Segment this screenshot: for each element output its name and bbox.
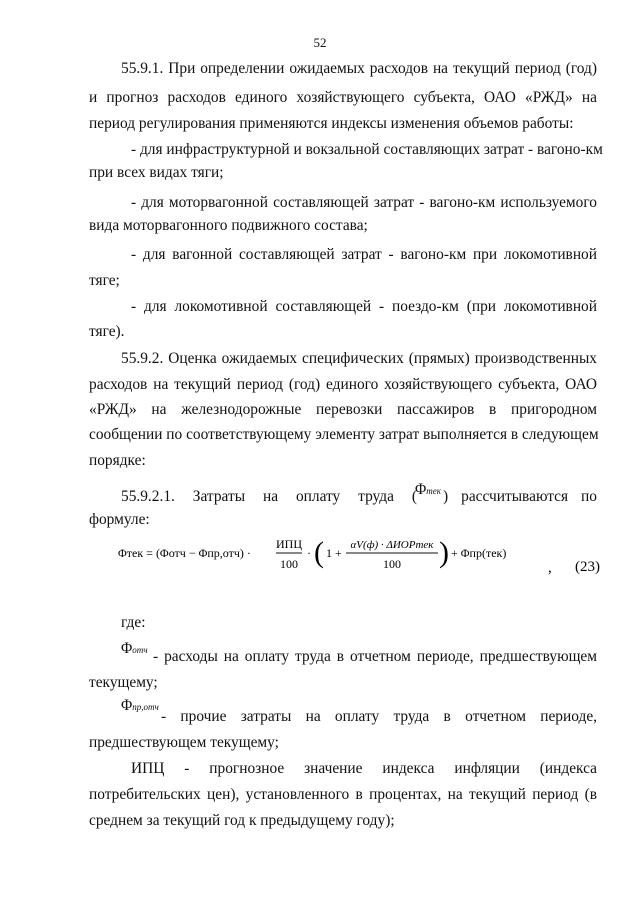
paragraph-line: 55.9.2.1. Затраты на оплату труда ( [121,488,417,505]
paragraph-line: порядке: [89,452,146,469]
list-item-line: при всех видах тяги; [89,164,224,181]
formula-tail: + Φпр(тек) [451,546,507,560]
definition-line: - расходы на оплату труда в отчетном периоде, предшествующем [153,648,597,665]
page-number: 52 [313,35,327,50]
phi-pr-otch-symbol: Φпр,отч [121,697,159,714]
list-item-line: тяге). [89,323,125,340]
list-item-line: - для вагонной составляющей затрат - вагоно-км при локомотивной [131,246,597,263]
definition-line: текущему; [89,674,158,691]
definition-line: предшествующем текущему; [89,734,279,751]
where-label: где: [121,614,146,631]
formula-dot: · [307,546,311,560]
paragraph-line: «РЖД» на железнодорожные перевозки пассажиров в пригородном [89,401,597,418]
formula-comma: , [548,560,552,576]
list-item-line: тяге; [89,272,120,289]
paragraph-line: расходов на текущий период (год) единого хозяйствующего субъекта, ОАО [89,376,597,393]
list-item-line: - для инфраструктурной и вокзальной составляющих затрат - вагоно-км [131,141,603,158]
formula-lhs: Φтек = (Φотч − Φпр,отч) · [118,546,251,560]
formula [118,526,598,586]
list-item-line: - для моторвагонной составляющей затрат - вагоно-км используемого [131,194,597,211]
definition-line: ИПЦ - прогнозное значение индекса инфляции (индекса [131,760,597,777]
phi-otch-symbol: Φотч [121,640,148,657]
frac1-denominator: 100 [280,557,298,571]
paragraph-line: и прогноз расходов единого хозяйствующего субъекта, ОАО «РЖД» на [89,89,597,106]
definition-line: среднем за текущий год к предыдущему году); [89,812,395,829]
paragraph-line: период регулирования применяются индексы изменения объемов работы: [89,115,574,132]
formula-one-plus: 1 + [326,546,342,560]
frac2-denominator: 100 [383,557,401,571]
frac1-numerator: ИПЦ [276,537,302,551]
paragraph-line: сообщении по соответствующему элементу затрат выполняется в следующем [89,426,599,443]
paragraph-line: 55.9.1. При определении ожидаемых расходов на текущий период (год) [121,60,597,77]
definition-line: - прочие затраты на оплату труда в отчетном периоде, [161,708,597,725]
paren-right: ) [439,536,449,569]
phi-symbol: Φтек [415,481,441,498]
list-item-line: вида моторвагонного подвижного состава; [89,217,368,234]
definition-line: потребительских цен), установленного в процентах, на текущий период (в [89,786,597,803]
paren-left: ( [314,536,324,569]
paragraph-line: 55.9.2. Оценка ожидаемых специфических (прямых) производственных [121,350,597,367]
formula-graphic [118,526,598,586]
paragraph-line: формуле: [89,511,150,528]
paragraph-line: ) рассчитываются по [443,488,597,505]
formula-number: (23) [575,559,600,575]
frac2-numerator: αV(ф) · ΔИОРтек [350,539,434,551]
list-item-line: - для локомотивной составляющей - поездо-км (при локомотивной [131,298,597,315]
